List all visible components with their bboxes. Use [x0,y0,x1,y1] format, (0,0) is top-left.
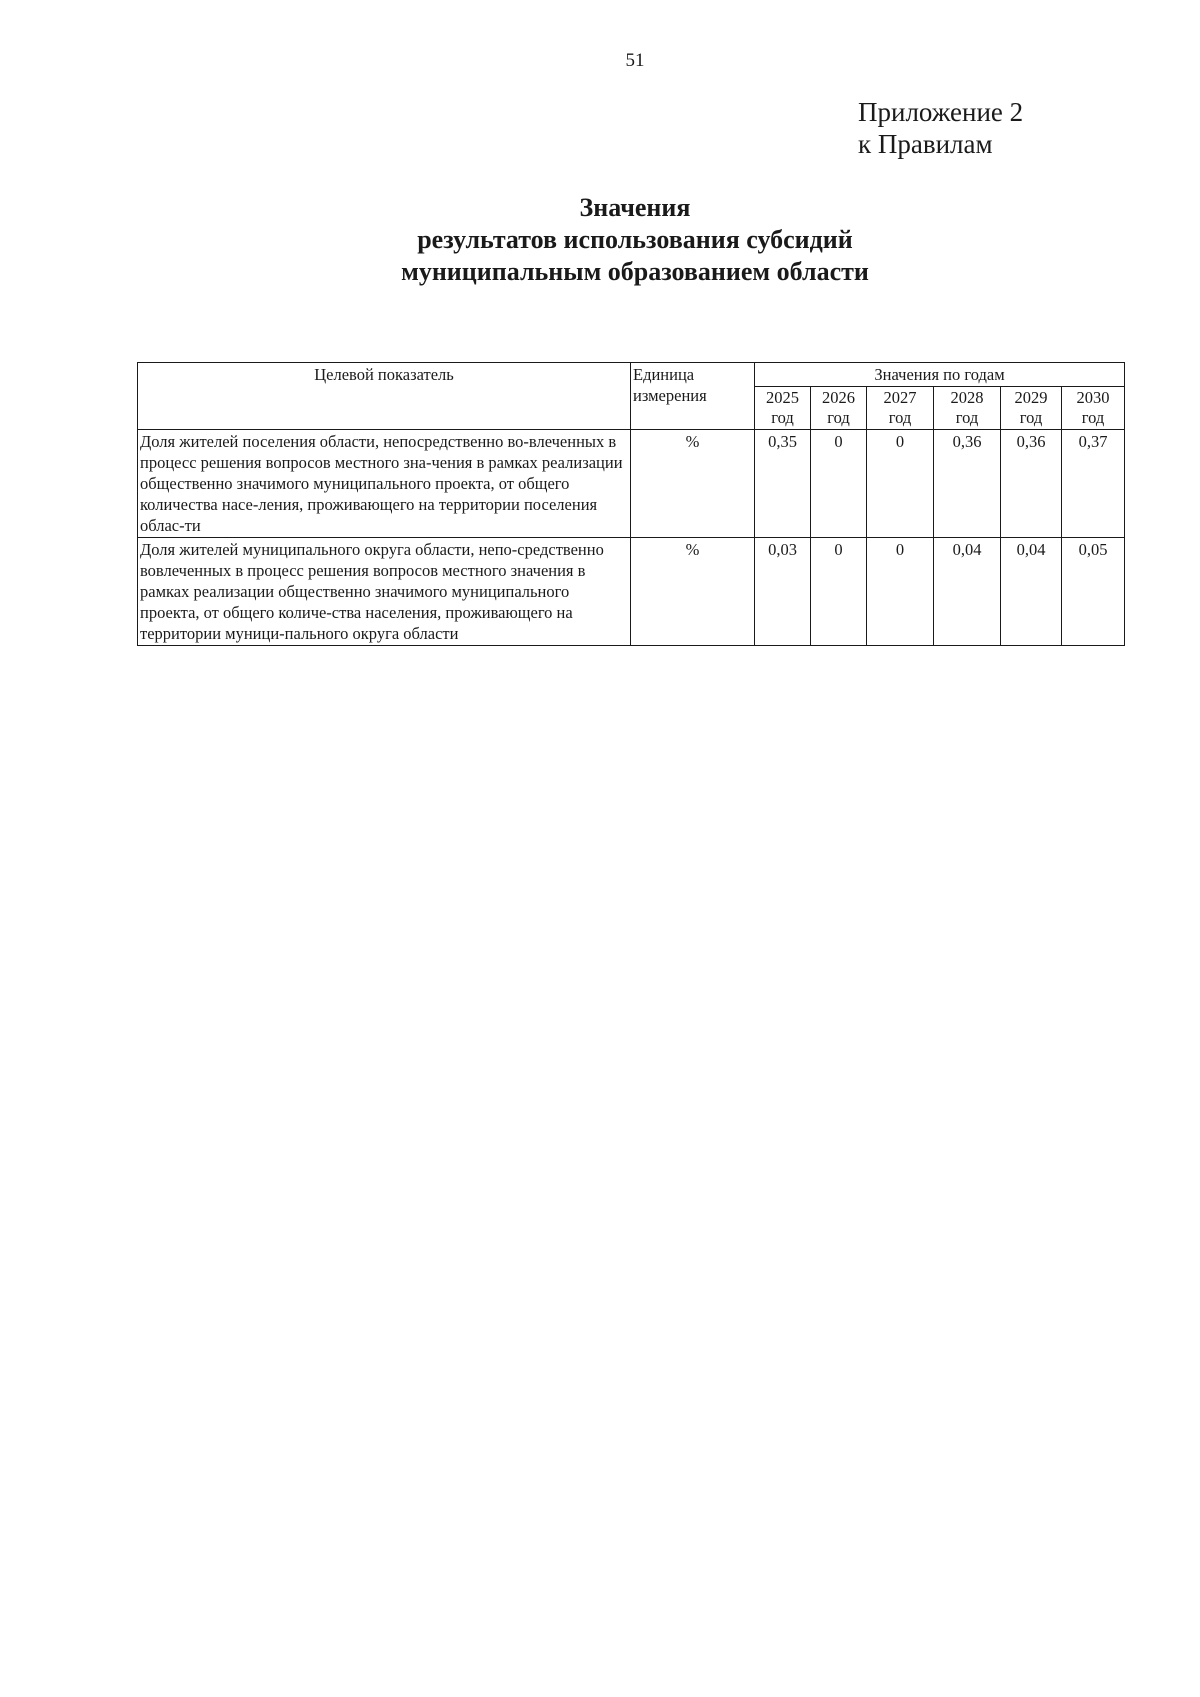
year-unit: год [1081,408,1105,427]
value-cell: 0,04 [1001,538,1062,646]
year-unit: год [888,408,912,427]
value-cell: 0 [811,430,867,538]
header-year-cell [1062,387,1125,430]
header-unit-line-1: Единица [633,365,695,384]
unit-cell: % [631,430,755,538]
page-number: 51 [625,50,645,71]
header-year-cell [1001,387,1062,430]
header-year-cell [867,387,934,430]
value-cell: 0,36 [1001,430,1062,538]
appendix-line-2: к Правилам [858,129,993,159]
year-unit: год [1019,408,1043,427]
table-row [138,538,1125,646]
document-title [0,192,1200,288]
title-line-2: результатов использования субсидий [417,225,853,254]
title-line-3: муниципальным образованием области [401,257,869,286]
value-cell: 0 [811,538,867,646]
year-number: 2027 [883,388,917,407]
unit-cell: % [631,538,755,646]
table-row [138,430,1125,538]
value-cell: 0 [867,430,934,538]
header-unit [631,363,755,430]
year-number: 2028 [950,388,984,407]
value-cell: 0 [867,538,934,646]
year-unit: год [955,408,979,427]
year-unit: год [771,408,794,427]
appendix-line-1: Приложение 2 [858,97,1024,127]
table-header-row [138,363,1125,387]
header-values-by-year: Значения по годам [755,363,1125,387]
header-unit-line-2: измерения [633,386,707,405]
year-unit: год [827,408,850,427]
appendix-reference [858,96,1023,160]
value-cell: 0,03 [755,538,811,646]
year-number: 2026 [822,388,855,407]
value-cell: 0,35 [755,430,811,538]
indicator-cell: Доля жителей поселения области, непосредственно во-влеченных в процесс решения вопросов местного зна-чения в рамках реализации общественно значимого муниципального проекта, от общего количества насе-ления, проживающего на территории поселения облас-ти [138,430,631,538]
year-number: 2030 [1076,388,1110,407]
title-line-1: Значения [579,193,691,222]
value-cell: 0,05 [1062,538,1125,646]
value-cell: 0,04 [934,538,1001,646]
year-number: 2025 [766,388,799,407]
header-indicator: Целевой показатель [138,363,631,430]
value-cell: 0,36 [934,430,1001,538]
header-year-cell [755,387,811,430]
indicator-cell: Доля жителей муниципального округа области, непо-средственно вовлеченных в процесс решения вопросов местного значения в рамках реализации общественно значимого муниципального проекта, от общего количе-ства населения, проживающего на территории муници-пального округа области [138,538,631,646]
results-table [137,362,1125,646]
header-year-cell [811,387,867,430]
header-year-cell [934,387,1001,430]
value-cell: 0,37 [1062,430,1125,538]
year-number: 2029 [1014,388,1048,407]
